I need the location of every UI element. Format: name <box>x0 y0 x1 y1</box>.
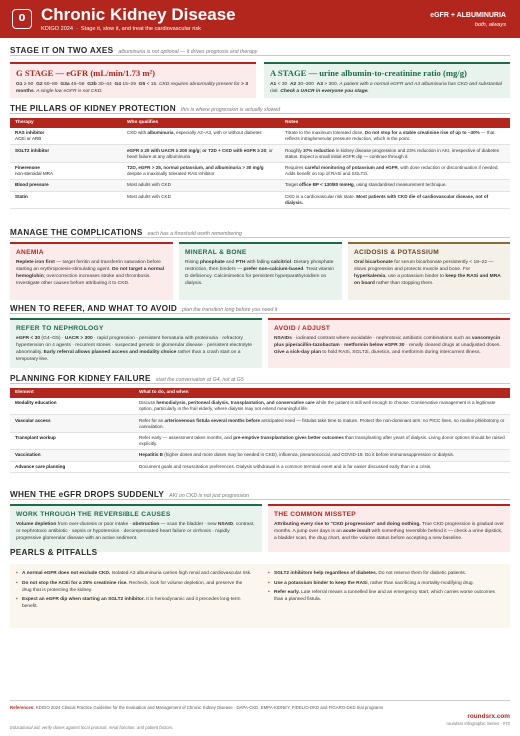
pearl-item <box>268 570 504 577</box>
a-stage-card <box>264 62 510 98</box>
element-cell: Vaccination <box>10 450 134 461</box>
card-bold: eGFR < 30 <box>16 336 41 341</box>
card-text: . Dietary phosphate restriction, then binders — <box>185 260 334 272</box>
page-title: Chronic Kidney Disease <box>41 5 236 24</box>
cell-bold: pre-emptive transplantation gives better outcomes <box>233 434 344 440</box>
table-row <box>10 415 510 432</box>
card-bold: Attributing every rise to "CKD progression" and doing nothing. <box>274 522 421 527</box>
cell-text: Requires <box>285 164 305 170</box>
cell-bold: 37% reduction <box>303 147 335 153</box>
therapy-name: Finerenone <box>15 164 40 170</box>
card-bold: keep the RASi and MRA on board <box>354 274 501 286</box>
therapy-name: SGLT2 inhibitor <box>15 147 50 153</box>
cell-text: Discuss <box>139 400 157 406</box>
section-title: PLANNING FOR KIDNEY FAILURE <box>10 374 151 383</box>
cell-bold: arteriovenous fistula several months before <box>164 417 261 423</box>
reversible-causes-card <box>10 504 262 552</box>
therapy-cell <box>10 145 122 162</box>
table-row <box>10 450 510 461</box>
card-title: AVOID / ADJUST <box>274 325 331 332</box>
page-subtitle: KDIGO 2024 · Stage it, slow it, and treat the cardiovascular risk <box>41 26 201 32</box>
series-label: roundsrx Infographic Series · #70 <box>446 721 510 726</box>
cell-text: , with dose reduction or discontinuation if needed. Adds benefit on top of RASi and SGLT2i. <box>285 164 499 176</box>
therapy-cell <box>10 191 122 208</box>
card-text: — scan the bladder · new <box>159 522 218 527</box>
cell-bold: Most patients with CKD die of cardiovascular disease, not of dialysis. <box>285 193 489 205</box>
cell-text: , using standardised measurement technique. <box>353 182 447 188</box>
pearl-bold: Expect an eGFR dip when starting an SGLT2 inhibitor. <box>22 597 145 602</box>
card-bold: Replete iron first <box>16 260 55 265</box>
card-bold: PTH <box>235 260 246 265</box>
who-cell <box>122 145 280 162</box>
references-text: KDIGO 2024 Clinical Practice Guideline for the Evaluation and Management of Chronic Kidney Disease · DAPA-CKD, EMPA-KIDNEY, FIDELIO-DKD and FIGARO-DKD trial programs <box>35 705 384 710</box>
grade-range: 15–29 <box>122 82 136 87</box>
logo-icon: 0 <box>12 9 32 29</box>
column-header: What to do, and when <box>134 388 510 398</box>
cell-text: than transplanting after years of dialysis. Living donor options should be raised explicitly. <box>139 434 505 446</box>
who-cell <box>122 128 280 145</box>
note-text: . A single low eGFR is not CKD. <box>33 89 103 94</box>
grade-code: G5 <box>138 82 146 87</box>
card-bold: acute insult <box>343 529 371 534</box>
refer-nephrology-card <box>10 318 262 368</box>
grade-code: G4 <box>114 82 121 87</box>
cell-text: (higher doses and more doses may be needed in CKD), influenza, pneumococcal, and COVID-19. Do it before immunosuppression or dialysis. <box>163 452 455 458</box>
section-heading-drops <box>10 490 510 500</box>
card-body <box>16 335 256 363</box>
pearl-item <box>268 589 504 603</box>
avoid-adjust-card <box>268 318 510 368</box>
a-stage-title: A STAGE — urine albumin-to-creatinine ratio (mg/g) <box>270 68 467 78</box>
card-text: — target ferritin and transferrin saturation before starting an erythropoiesis-stimulating agent. <box>16 260 161 272</box>
grade-range: > 300. <box>324 82 339 87</box>
cell-text: , especially A2–A3, with or without diabetes <box>173 130 262 136</box>
cell-bold: office BP < 130/80 mmHg <box>299 182 354 188</box>
cell-bold: hemodialysis, peritoneal dialysis, transplantation, and conservative care <box>156 400 315 406</box>
references-label: References: <box>10 705 35 710</box>
pearl-text: Recheck, look for volume depletion, and preserve the drug that is protecting the kidney. <box>22 580 243 593</box>
card-title: ANEMIA <box>16 249 44 256</box>
org-label: KDIGO 2024 <box>41 26 74 32</box>
cell-text: Most adults with CKD <box>127 193 171 199</box>
card-text: (G4–G5) · <box>40 336 65 341</box>
tagline: Stage it, slow it, and treat the cardiovascular risk <box>80 26 201 32</box>
therapy-cell <box>10 162 122 179</box>
therapy-name: Blood pressure <box>15 182 49 188</box>
table-header-row <box>10 118 510 128</box>
badge-subtitle: both, always <box>474 22 506 28</box>
notes-cell <box>280 145 510 162</box>
cell-text: Refer early — assessment takes months, and <box>139 434 234 440</box>
element-cell: Advance care planning <box>10 461 134 472</box>
card-bold: Give a sick-day plan <box>274 350 322 355</box>
grade-code: A1 <box>270 82 277 87</box>
planning-table <box>10 388 510 473</box>
grade-range: 30–300 <box>297 82 314 87</box>
note-text: CKD requires abnormality present for <box>158 82 240 87</box>
section-subtitle: AKI on CKD is not just progression <box>169 493 249 499</box>
card-text: from over-diuresis or poor intake · <box>56 522 133 527</box>
section-title: WHEN THE eGFR DROPS SUDDENLY <box>10 490 165 499</box>
page-footer <box>10 700 510 732</box>
card-bold: NSAIDs <box>274 336 292 341</box>
cell-bold: eGFR ≥ 20 with UACR ≥ 200 mg/g; or T2D + CKD with eGFR ≥ 20 <box>127 147 267 153</box>
card-text: with something reversible behind it — check a urine dipstick, a bladder scan, the drug chart, and the volume status before accepting a new baseline. <box>274 529 503 541</box>
element-cell: Vascular access <box>10 415 134 432</box>
column-header: Therapy <box>10 118 122 128</box>
grade-range: < 30 <box>277 82 288 87</box>
card-title: WORK THROUGH THE REVERSIBLE CAUSES <box>16 511 171 518</box>
pearl-bold: SGLT2 inhibitors help regardless of diabetes. <box>274 571 378 576</box>
card-body <box>274 521 504 542</box>
card-bold: hyperkalemia <box>354 274 386 279</box>
column-header: Who qualifies <box>122 118 280 128</box>
card-text: Rising <box>185 260 200 265</box>
pearl-text: Late referral means a tunnelled line and an emergency start, which carries worse outcomes than a planned fistula. <box>274 590 495 602</box>
disclaimer: Educational aid; verify doses against local protocol, renal function, and patient factors. <box>10 725 174 730</box>
badge-title: eGFR + ALBUMINURIA <box>430 12 506 19</box>
note-bold: Check a UACR in everyone you stage. <box>280 89 369 94</box>
brand-block <box>446 713 510 727</box>
card-bold: phosphate <box>199 260 225 265</box>
references <box>10 705 390 712</box>
a-stage-body <box>270 81 504 95</box>
card-text: True CKD progression is gradual over months. A jump over days is an <box>274 522 504 534</box>
who-cell <box>122 191 280 208</box>
card-text: , contrast, or nephrotoxic antibiotic · sepsis or hypotension · decompensated heart failure or cirrhosis · rapidly progressive glomerular disease with an active sediment. <box>16 522 255 541</box>
therapy-name: RAS inhibitor <box>15 130 45 136</box>
table-row <box>10 145 510 162</box>
card-bold: Early referral allows planned access and modality choice <box>43 350 177 355</box>
card-text: to hold RASi, SGLT2i, diuretics, and metformin during intercurrent illness. <box>321 350 481 355</box>
grade-range: < 15. <box>146 82 158 87</box>
pearl-item <box>16 596 252 610</box>
action-cell <box>134 461 510 472</box>
section-title: MANAGE THE COMPLICATIONS <box>10 228 143 237</box>
card-text: · <box>339 343 345 348</box>
acidosis-potassium-card <box>348 242 510 300</box>
section-subtitle: this is where progression is actually slowed <box>180 107 281 113</box>
cell-text: Target <box>285 182 300 188</box>
section-subtitle: start the conversation at G4, not at G5 <box>155 377 244 383</box>
note-bold: > 3 months <box>16 82 248 94</box>
notes-cell <box>280 180 510 191</box>
g-stage-body <box>16 81 250 95</box>
cell-text: Refer for an <box>139 417 165 423</box>
card-text: for serum bicarbonate persistently < 18–22 — slows progression and protects muscle and bone. For <box>354 260 494 272</box>
pillars-table <box>10 118 510 209</box>
note-text: A patient with a normal eGFR and A3 albuminuria has CKD and substantial risk. <box>270 82 502 94</box>
section-heading-complications <box>10 228 510 238</box>
card-text: ; overcorrection increases stroke and thrombosis. Investigate other causes before attributing it to CKD. <box>16 274 151 286</box>
card-title: ACIDOSIS & POTASSIUM <box>354 249 440 256</box>
grade-code: G1 <box>16 82 23 87</box>
card-text: · rapid progression · persistent hematuria with proteinuria · refractory hypertension on 4 agents · recurrent stones · suspected genetic or glomerular disease · persistent electrolyte abnormality. <box>16 336 252 355</box>
card-title: MINERAL & BONE <box>185 249 247 256</box>
cell-text: CKD with <box>127 130 148 136</box>
header-badge <box>430 11 506 29</box>
page-header <box>0 0 520 38</box>
cell-text: ; or heart failure at any albuminuria <box>127 147 273 159</box>
card-text: · iodinated contrast where avoidable · nephrotoxic antibiotic combinations such as <box>291 336 472 341</box>
section-subtitle: albuminuria is not optional — it drives prognosis and therapy <box>118 49 258 55</box>
who-cell <box>122 162 280 179</box>
cell-text: Document goals and resuscitation preferences. Dialysis withdrawal is a common terminal event and is far easier discussed early than in a crisis. <box>139 463 432 469</box>
grade-range: 60–89 <box>43 82 58 87</box>
card-bold: obstruction <box>132 522 160 527</box>
card-body <box>16 521 256 542</box>
table-row <box>10 461 510 472</box>
section-title: PEARLS & PITFALLS <box>10 548 98 557</box>
section-heading-pillars <box>10 104 510 114</box>
card-text: with falling <box>245 260 271 265</box>
pearl-item <box>268 580 504 587</box>
cell-text: Roughly <box>285 147 304 153</box>
cell-bold: Hepatitis B <box>139 452 163 458</box>
section-heading-pearls <box>10 548 510 558</box>
cell-bold: careful monitoring of potassium and eGFR <box>304 164 398 170</box>
therapy-name: Statin <box>15 193 28 199</box>
table-row <box>10 128 510 145</box>
cell-text: anticipated need — fistulas take time to mature. Protect the non-dominant arm: no PICC lines, no routine phlebotomy or cannulation. <box>139 417 505 429</box>
pearl-text: It is hemodynamic and it precedes long-term benefit. <box>22 597 241 609</box>
cell-text: — that reflects intraglomerular pressure reduction, which is the point. <box>285 130 495 142</box>
table-row <box>10 191 510 208</box>
column-header: Element <box>10 388 134 398</box>
brand-link[interactable]: roundsrx.com <box>467 713 510 720</box>
card-text: , use a potassium binder to <box>385 274 446 279</box>
card-bold: NSAID <box>217 522 234 527</box>
pearl-text: Do not reserve them for diabetic patients. <box>377 571 467 576</box>
action-cell <box>134 432 510 449</box>
table-row <box>10 162 510 179</box>
card-body <box>16 259 167 287</box>
who-cell <box>122 180 280 191</box>
pearl-text: Isolated A3 albuminuria carries high renal and cardiovascular risk. <box>110 571 252 576</box>
pearl-bold: Do not stop the ACEi for a 25% creatinine rise. <box>22 580 128 586</box>
table-row <box>10 432 510 449</box>
pearls-left-column <box>16 570 252 613</box>
pearl-text: , rather than sacrificing a mortality-modifying drug. <box>367 580 474 586</box>
card-text: and <box>224 260 236 265</box>
cell-bold: Do not stop for a stable creatinine rise of up to ~30% <box>364 130 480 136</box>
card-bold: Volume depletion <box>16 522 57 527</box>
anemia-card <box>10 242 173 300</box>
grade-code: G3b <box>87 82 97 87</box>
therapy-cell <box>10 180 122 191</box>
grade-range: 30–44 <box>98 82 112 87</box>
card-bold: UACR > 300 <box>64 336 93 341</box>
card-body <box>185 259 336 287</box>
mineral-bone-card <box>179 242 342 300</box>
element-cell: Modality education <box>10 398 134 415</box>
cell-text: despite a maximally tolerated RAS inhibitor <box>127 170 215 176</box>
card-bold: metformin below eGFR 30 <box>344 343 405 348</box>
table-row <box>10 180 510 191</box>
table-header-row <box>10 388 510 398</box>
cell-text: Most adults with CKD <box>127 182 171 188</box>
therapy-cell <box>10 128 122 145</box>
section-subtitle: plan the transition long before you need it <box>182 307 278 313</box>
action-cell <box>134 398 510 415</box>
grade-range: 45–59 <box>70 82 85 87</box>
section-title: THE PILLARS OF KIDNEY PROTECTION <box>10 104 176 113</box>
card-bold: Do not target a normal hemoglobin <box>16 267 165 279</box>
card-text: rather than a crash start on a temporary line. <box>16 350 241 362</box>
notes-cell <box>280 128 510 145</box>
pearl-bold: Use a potassium binder to keep the RASi <box>274 580 368 586</box>
card-text: · renally cleared drugs at unadjusted doses. <box>404 343 501 348</box>
cell-text: in kidney disease progression and 23% reduction in AKI, irrespective of diabetes status. Expect a small initial eGFR dip — continue through it. <box>285 147 499 159</box>
cell-text: while the patient is still well enough to choose. Conservative management is a legitimate option, particularly in the frail elderly, where dialysis may not extend meaningful life. <box>139 400 496 412</box>
notes-cell <box>280 191 510 208</box>
element-cell: Transplant workup <box>10 432 134 449</box>
pearl-bold: A normal eGFR does not exclude CKD. <box>22 571 111 576</box>
action-cell <box>134 450 510 461</box>
card-title: THE COMMON MISSTEP <box>274 511 356 518</box>
card-bold: calcitriol <box>270 260 292 265</box>
pearls-right-column <box>268 570 504 606</box>
card-bold: prefer non-calcium-based <box>243 267 304 272</box>
section-heading-stage <box>10 46 510 56</box>
grade-code: A3 <box>316 82 323 87</box>
pearl-item <box>16 570 252 577</box>
cell-bold: T2D, eGFR > 25, normal potassium, and albuminuria > 30 mg/g <box>127 164 264 170</box>
section-heading-planning <box>10 374 510 384</box>
common-misstep-card <box>268 504 510 552</box>
g-stage-title: G STAGE — eGFR (mL/min/1.73 m²) <box>16 68 155 78</box>
therapy-detail: ACEi or ARB <box>15 136 42 142</box>
cell-text: Titrate to the maximum tolerated dose. <box>285 130 365 136</box>
grade-code: G3a <box>60 82 70 87</box>
g-stage-card <box>10 62 256 98</box>
cell-bold: albuminuria <box>147 130 174 136</box>
section-heading-refer <box>10 304 510 314</box>
pearl-bold: Refer early. <box>274 590 300 595</box>
card-body <box>354 259 504 287</box>
therapy-detail: non-steroidal MRA <box>15 170 54 176</box>
card-bold: vancomycin plus piperacillin-tazobactam <box>274 336 501 348</box>
cell-text: CKD is a cardiovascular risk state. <box>285 193 357 199</box>
grade-code: A2 <box>290 82 297 87</box>
card-bold: Oral bicarbonate <box>354 260 393 265</box>
pearls-panel <box>10 564 510 628</box>
card-text: . Treat vitamin D deficiency. Calcimimetics for persistent hyperparathyroidism on dialysis. <box>185 267 334 286</box>
column-header: Notes <box>280 118 510 128</box>
card-title: REFER TO NEPHROLOGY <box>16 325 104 332</box>
card-body <box>274 335 504 356</box>
pearl-item <box>16 580 252 594</box>
action-cell <box>134 415 510 432</box>
section-title: WHEN TO REFER, AND WHAT TO AVOID <box>10 304 178 313</box>
section-title: STAGE IT ON TWO AXES <box>10 46 114 55</box>
section-subtitle: each has a threshold worth remembering <box>147 231 242 237</box>
card-text: rather than stopping them. <box>374 281 434 286</box>
grade-range: ≥ 90 <box>23 82 34 87</box>
table-row <box>10 398 510 415</box>
notes-cell <box>280 162 510 179</box>
grade-code: G2 <box>36 82 43 87</box>
